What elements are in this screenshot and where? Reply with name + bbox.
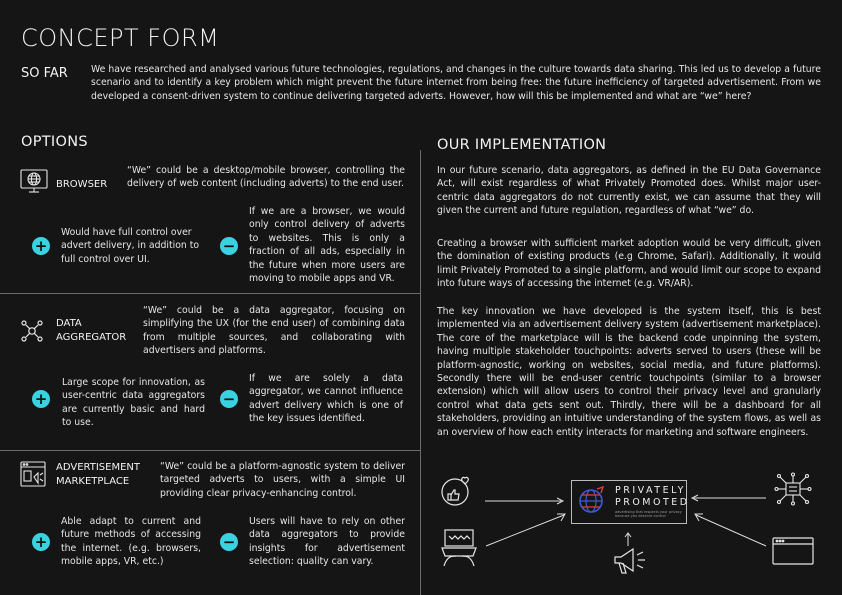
options-heading: OPTIONS: [21, 134, 88, 150]
browser-window-icon: [772, 537, 814, 569]
implementation-paragraph-1: In our future scenario, data aggregators, as defined in the EU Data Governance Act, will exist regardless of what Privately Promoted does. Whilst major user-centric data aggregators do not currently exist, we can assume that they will given the current and future regulation, regardless of what “we” do.: [437, 165, 821, 217]
marketplace-pro-text: Able adapt to current and future methods of accessing the internet. (e.g. browsers, mobile apps, VR, etc.): [61, 516, 201, 568]
browser-con-text: If we are a browser, we would only control delivery of adverts to websites. This is only a fraction of all ads, especially in the future when more users are moving to mobile apps and VR.: [249, 206, 405, 285]
data-hub-icon: [773, 472, 813, 510]
so-far-text: We have researched and analysed various future technologies, regulations, and changes in the culture towards data sharing. This led us to develop a future scenario and to identify a key problem which might prevent the future internet from being free: the future inefficiency of targeted advertisement. From we developed a consent-driven system to continue delivering targeted adverts. However, how will this be implemented and what are “we” here?: [91, 64, 821, 102]
marketplace-con-text: Users will have to rely on other data aggregators to provide insights for advertisement selection: quality can vary.: [249, 516, 405, 568]
implementation-heading: OUR IMPLEMENTATION: [437, 137, 607, 153]
aggregator-label-line2: AGGREGATOR: [56, 332, 127, 343]
ad-window-icon: [20, 461, 46, 491]
browser-description: “We” could be a desktop/mobile browser, controlling the delivery of web content (including adverts) to the end user.: [127, 165, 405, 190]
divider: [0, 450, 420, 451]
logo-line-2: PROMOTED: [615, 497, 690, 508]
network-nodes-icon: [20, 319, 44, 347]
minus-icon: −: [220, 533, 238, 551]
column-divider: [420, 150, 421, 595]
so-far-label: SO FAR: [21, 66, 68, 81]
minus-icon: −: [220, 237, 238, 255]
implementation-paragraph-3: The key innovation we have developed is the system itself, this is best implemented via an advertisement delivery system (advertisement marketplace). The core of the marketplace will is the backend code unpinning the system, having multiple stakeholder touchpoints: adverts served to users (these will be platform-agnostic, working on websites, social media, and future platforms). Secondly there will be end-user centric touchpoints (similar to a browser extension) which will allow users to control their privacy level and granularly control what data gets sent out. Thirdly, there will be a dashboard for all stakeholders, providing an intuitive understanding of the system flows, as well as an overview of how each entity interacts for marketing and software engineers.: [437, 306, 821, 438]
aggregator-label-line1: DATA: [56, 318, 82, 329]
social-feedback-icon: [440, 474, 476, 512]
minus-icon: −: [220, 390, 238, 408]
plus-icon: +: [32, 390, 50, 408]
logo-tagline: advertising that respects your privacy because you deserve control: [615, 510, 682, 518]
browser-label: BROWSER: [56, 179, 108, 190]
divider: [0, 293, 420, 294]
browser-icon: [20, 168, 50, 198]
aggregator-pro-text: Large scope for innovation, as user-centric data aggregators are currently basic and hard to use.: [62, 377, 205, 429]
arrow-up-right-icon: [484, 512, 568, 552]
plus-icon: +: [32, 533, 50, 551]
plus-icon: +: [32, 237, 50, 255]
marketplace-label-line1: ADVERTISEMENT: [56, 462, 141, 473]
megaphone-icon: [611, 545, 647, 581]
browser-pro-text: Would have full control over advert delivery, in addition to full control over UI.: [61, 227, 200, 265]
arrow-up-left-icon: [692, 512, 768, 552]
logo-line-1: PRIVATELY: [615, 485, 686, 496]
arrow-right-icon: [485, 490, 565, 509]
privately-promoted-logo: [571, 480, 690, 524]
arrow-left-icon: [690, 487, 766, 506]
implementation-paragraph-2: Creating a browser with sufficient market adoption would be very difficult, given the domination of existing products (e.g Chrome, Safari). Additionally, it would limit Privately Promoted to a single platform, and would limit our scope to expand into future ways of accessing the internet (e.g. VR/AR).: [437, 238, 821, 290]
page-title: CONCEPT FORM: [21, 24, 220, 52]
aggregator-description: “We” could be a data aggregator, focusing on simplifying the UX (for the end user) of combining data from multiple sources, and collaborating with advertisers and platforms.: [143, 305, 405, 357]
marketplace-description: “We” could be a platform-agnostic system to deliver targeted adverts to users, with a simple UI providing clear privacy-enhancing control.: [160, 461, 405, 499]
laptop-hands-icon: [440, 528, 478, 572]
marketplace-label-line2: MARKETPLACE: [56, 476, 130, 487]
globe-logo-icon: [577, 485, 607, 521]
aggregator-con-text: If we are solely a data aggregator, we cannot influence advert delivery which is one of the key issues identified.: [249, 373, 403, 425]
